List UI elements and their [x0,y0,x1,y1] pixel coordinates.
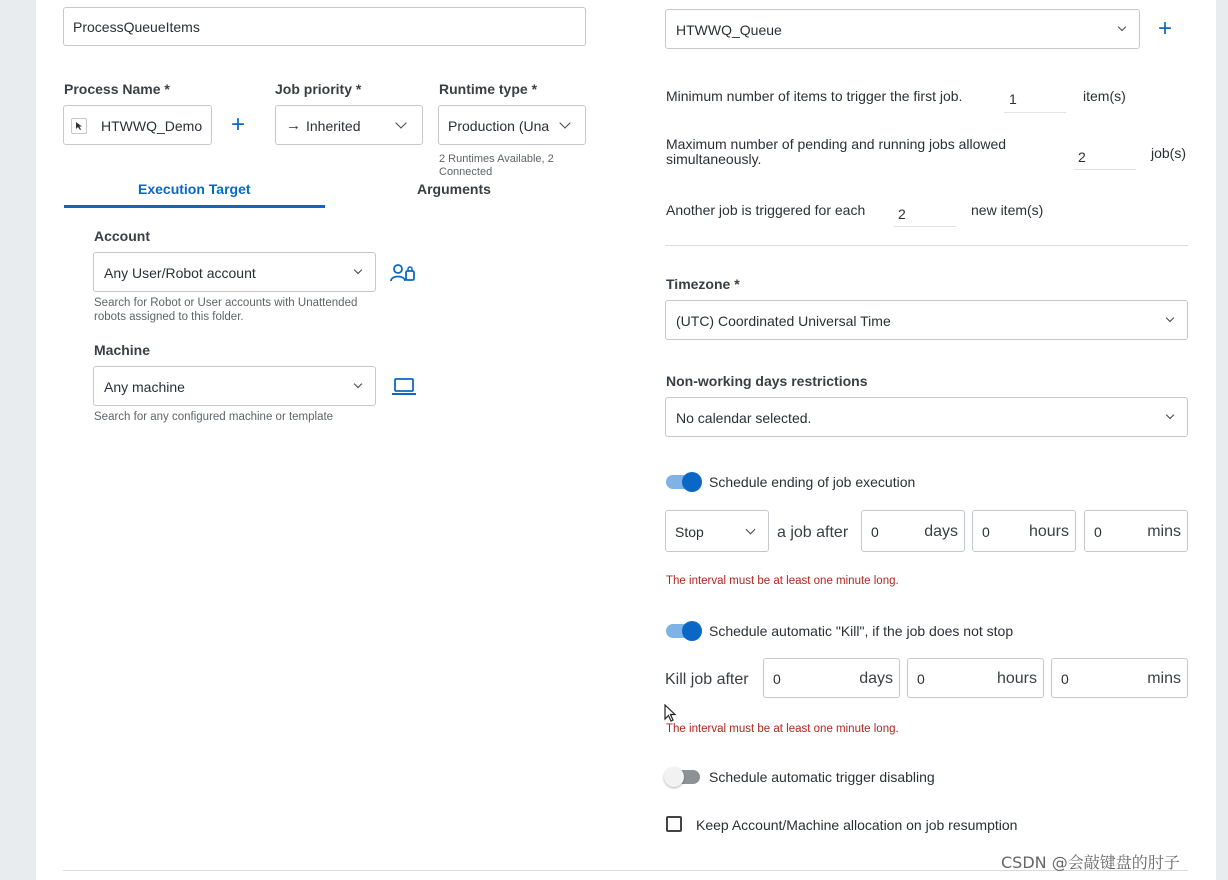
ending-hours-input[interactable] [972,510,1076,552]
trigger-name-value: ProcessQueueItems [73,19,200,35]
add-queue-icon[interactable]: + [1158,15,1173,42]
another-job-unit: new item(s) [971,202,1044,218]
calendar-select[interactable] [665,397,1188,437]
timezone-value: (UTC) Coordinated Universal Time [676,313,891,329]
calendar-value: No calendar selected. [676,410,812,426]
job-priority-label: Job priority * [275,81,362,97]
watermark: CSDN @会敲键盘的肘子 [1001,853,1180,872]
schedule-ending-label: Schedule ending of job execution [709,474,916,490]
stop-value: Stop [675,524,704,540]
account-label: Account [94,228,150,244]
ending-days-value: 0 [871,524,879,540]
stop-select[interactable] [665,510,769,552]
kill-mins-value: 0 [1061,671,1069,687]
runtime-type-select[interactable] [438,105,586,145]
chevron-down-icon [1166,411,1174,419]
trigger-name-input[interactable] [63,7,586,46]
keep-allocation-checkbox[interactable] [666,816,682,832]
kill-toggle[interactable] [666,624,700,638]
trigger-disabling-toggle[interactable] [666,770,700,784]
kill-label: Schedule automatic "Kill", if the job does not stop [709,623,1014,639]
kill-job-after-label: Kill job after [665,671,749,688]
chevron-down-icon [395,117,406,128]
machine-label: Machine [94,342,151,358]
process-name-select[interactable] [63,105,212,145]
chevron-down-icon [354,266,362,274]
chevron-down-icon [746,525,756,535]
chevron-down-icon [354,380,362,388]
runtime-hint: 2 Runtimes Available, 2 Connected [439,153,554,178]
hours-unit: hours [996,670,1037,687]
another-job-input[interactable]: 2 [898,206,906,222]
process-name-label: Process Name * [64,81,170,97]
process-name-value: HTWWQ_Demo [101,118,203,134]
arrow-right-icon: → [286,117,301,134]
days-unit: days [924,523,958,540]
min-items-unit: item(s) [1083,88,1126,104]
max-jobs-unit: job(s) [1151,145,1187,161]
kill-error: The interval must be at least one minute long. [666,723,899,735]
ending-error: The interval must be at least one minute long. [666,575,899,587]
kill-hours-value: 0 [917,671,925,687]
tab-arguments[interactable]: Arguments [417,181,491,197]
kill-days-value: 0 [773,671,781,687]
another-job-text: Another job is triggered for each [666,202,866,218]
users-icon[interactable] [390,263,416,288]
ending-mins-input[interactable] [1084,510,1188,552]
max-jobs-text: Maximum number of pending and running jobs allowed simultaneously. [666,136,1007,167]
min-items-input[interactable]: 1 [1009,91,1017,107]
process-icon [71,118,87,134]
hours-unit: hours [1028,523,1069,540]
keep-allocation-label: Keep Account/Machine allocation on job resumption [696,817,1018,833]
schedule-ending-toggle[interactable] [666,475,700,489]
kill-days-input[interactable] [763,658,900,698]
max-jobs-input[interactable]: 2 [1078,149,1086,165]
timezone-select[interactable] [665,300,1188,340]
chevron-down-icon [1118,23,1126,31]
days-unit: days [859,670,893,687]
active-tab-indicator [64,205,325,208]
laptop-icon[interactable] [391,377,417,402]
ending-days-input[interactable] [861,510,965,552]
chevron-down-icon [1166,314,1174,322]
runtime-type-value: Production (Una [448,118,550,134]
mins-unit: mins [1147,523,1181,540]
ending-hours-value: 0 [982,524,990,540]
add-process-icon[interactable]: + [231,111,246,138]
runtime-type-label: Runtime type * [439,81,538,97]
tab-execution-target[interactable]: Execution Target [138,181,251,197]
a-job-after-label: a job after [777,524,849,541]
min-items-text: Minimum number of items to trigger the first job. [666,88,963,104]
job-priority-select[interactable] [275,105,423,145]
account-value: Any User/Robot account [104,265,256,281]
timezone-label: Timezone * [666,276,740,292]
job-priority-value: Inherited [306,118,361,134]
divider [665,245,1188,246]
queue-select[interactable] [665,9,1140,49]
machine-hint: Search for any configured machine or template [94,411,334,423]
machine-value: Any machine [104,379,185,395]
kill-mins-input[interactable] [1051,658,1188,698]
machine-select[interactable] [93,366,376,406]
kill-hours-input[interactable] [907,658,1044,698]
trigger-form-panel [36,0,1216,880]
account-hint: Search for Robot or User accounts with Unattended robots assigned to this folder. [94,297,358,323]
queue-value: HTWWQ_Queue [676,22,782,38]
nonworking-label: Non-working days restrictions [666,373,868,389]
mins-unit: mins [1147,670,1181,687]
trigger-disabling-label: Schedule automatic trigger disabling [709,769,935,785]
account-select[interactable] [93,252,376,292]
ending-mins-value: 0 [1094,524,1102,540]
